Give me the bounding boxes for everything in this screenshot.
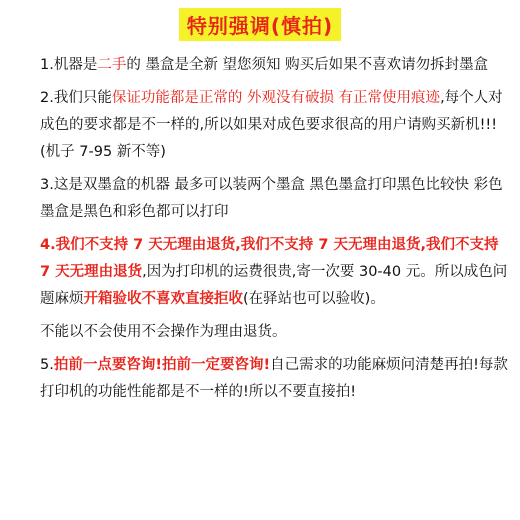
- notice-item-4b-text: 不能以不会使用不会操作为理由退货。: [40, 324, 287, 340]
- notice-item-3-text: 3.这是双墨盒的机器 最多可以装两个墨盒 黑色墨盒打印黑色比较快 彩色墨盒是黑色和彩色都可以打印: [40, 177, 503, 220]
- notice-item-1: [40, 52, 510, 79]
- notice-item-1-text-c: 的 墨盒是全新 望您须知 购买后如果不喜欢请勿拆封墨盒: [126, 57, 489, 73]
- notice-item-4-text-d: (在驿站也可以验收)。: [243, 291, 385, 307]
- notice-item-3: [40, 172, 510, 226]
- notice-item-1-highlight: 二手: [97, 57, 127, 73]
- notice-item-5-highlight: 拍前一点要咨询!拍前一定要咨询!: [53, 357, 271, 373]
- notice-item-4: [40, 232, 510, 313]
- notice-item-2-text-a: 2.我们只能: [40, 90, 112, 106]
- notice-item-2: [40, 85, 510, 166]
- notice-item-2-highlight: 保证功能都是正常的 外观没有破损 有正常使用痕迹: [111, 90, 441, 106]
- notice-item-4-highlight-2: 开箱验收不喜欢直接拒收: [83, 291, 243, 307]
- notice-item-2-text-c: ,每个人对成色的要求都是不一样的,所以如果对成色要求很高的用户请购买新机!!!(机子 7-95 新不等): [40, 90, 503, 160]
- title-container: [0, 8, 520, 41]
- notice-item-5-text-a: 5.: [40, 357, 54, 373]
- notice-item-5-text-c: 自己需求的功能麻烦问清楚再拍!每款打印机的功能性能都是不一样的!所以不要直接拍!: [40, 357, 508, 400]
- notice-item-4-highlight: 4.我们不支持 7 天无理由退货,我们不支持 7 天无理由退货,我们不支持 7 天无理由退货: [40, 237, 499, 280]
- notice-item-1-text-a: 1.机器是: [40, 57, 98, 73]
- notice-content: [40, 52, 510, 412]
- notice-item-5: [40, 352, 510, 406]
- notice-item-4b: [40, 319, 510, 346]
- notice-item-4-text-b: ,因为打印机的运费很贵,寄一次要 30-40 元。所以成色问题麻烦: [40, 264, 508, 307]
- page-title: 特别强调(慎拍): [179, 8, 341, 41]
